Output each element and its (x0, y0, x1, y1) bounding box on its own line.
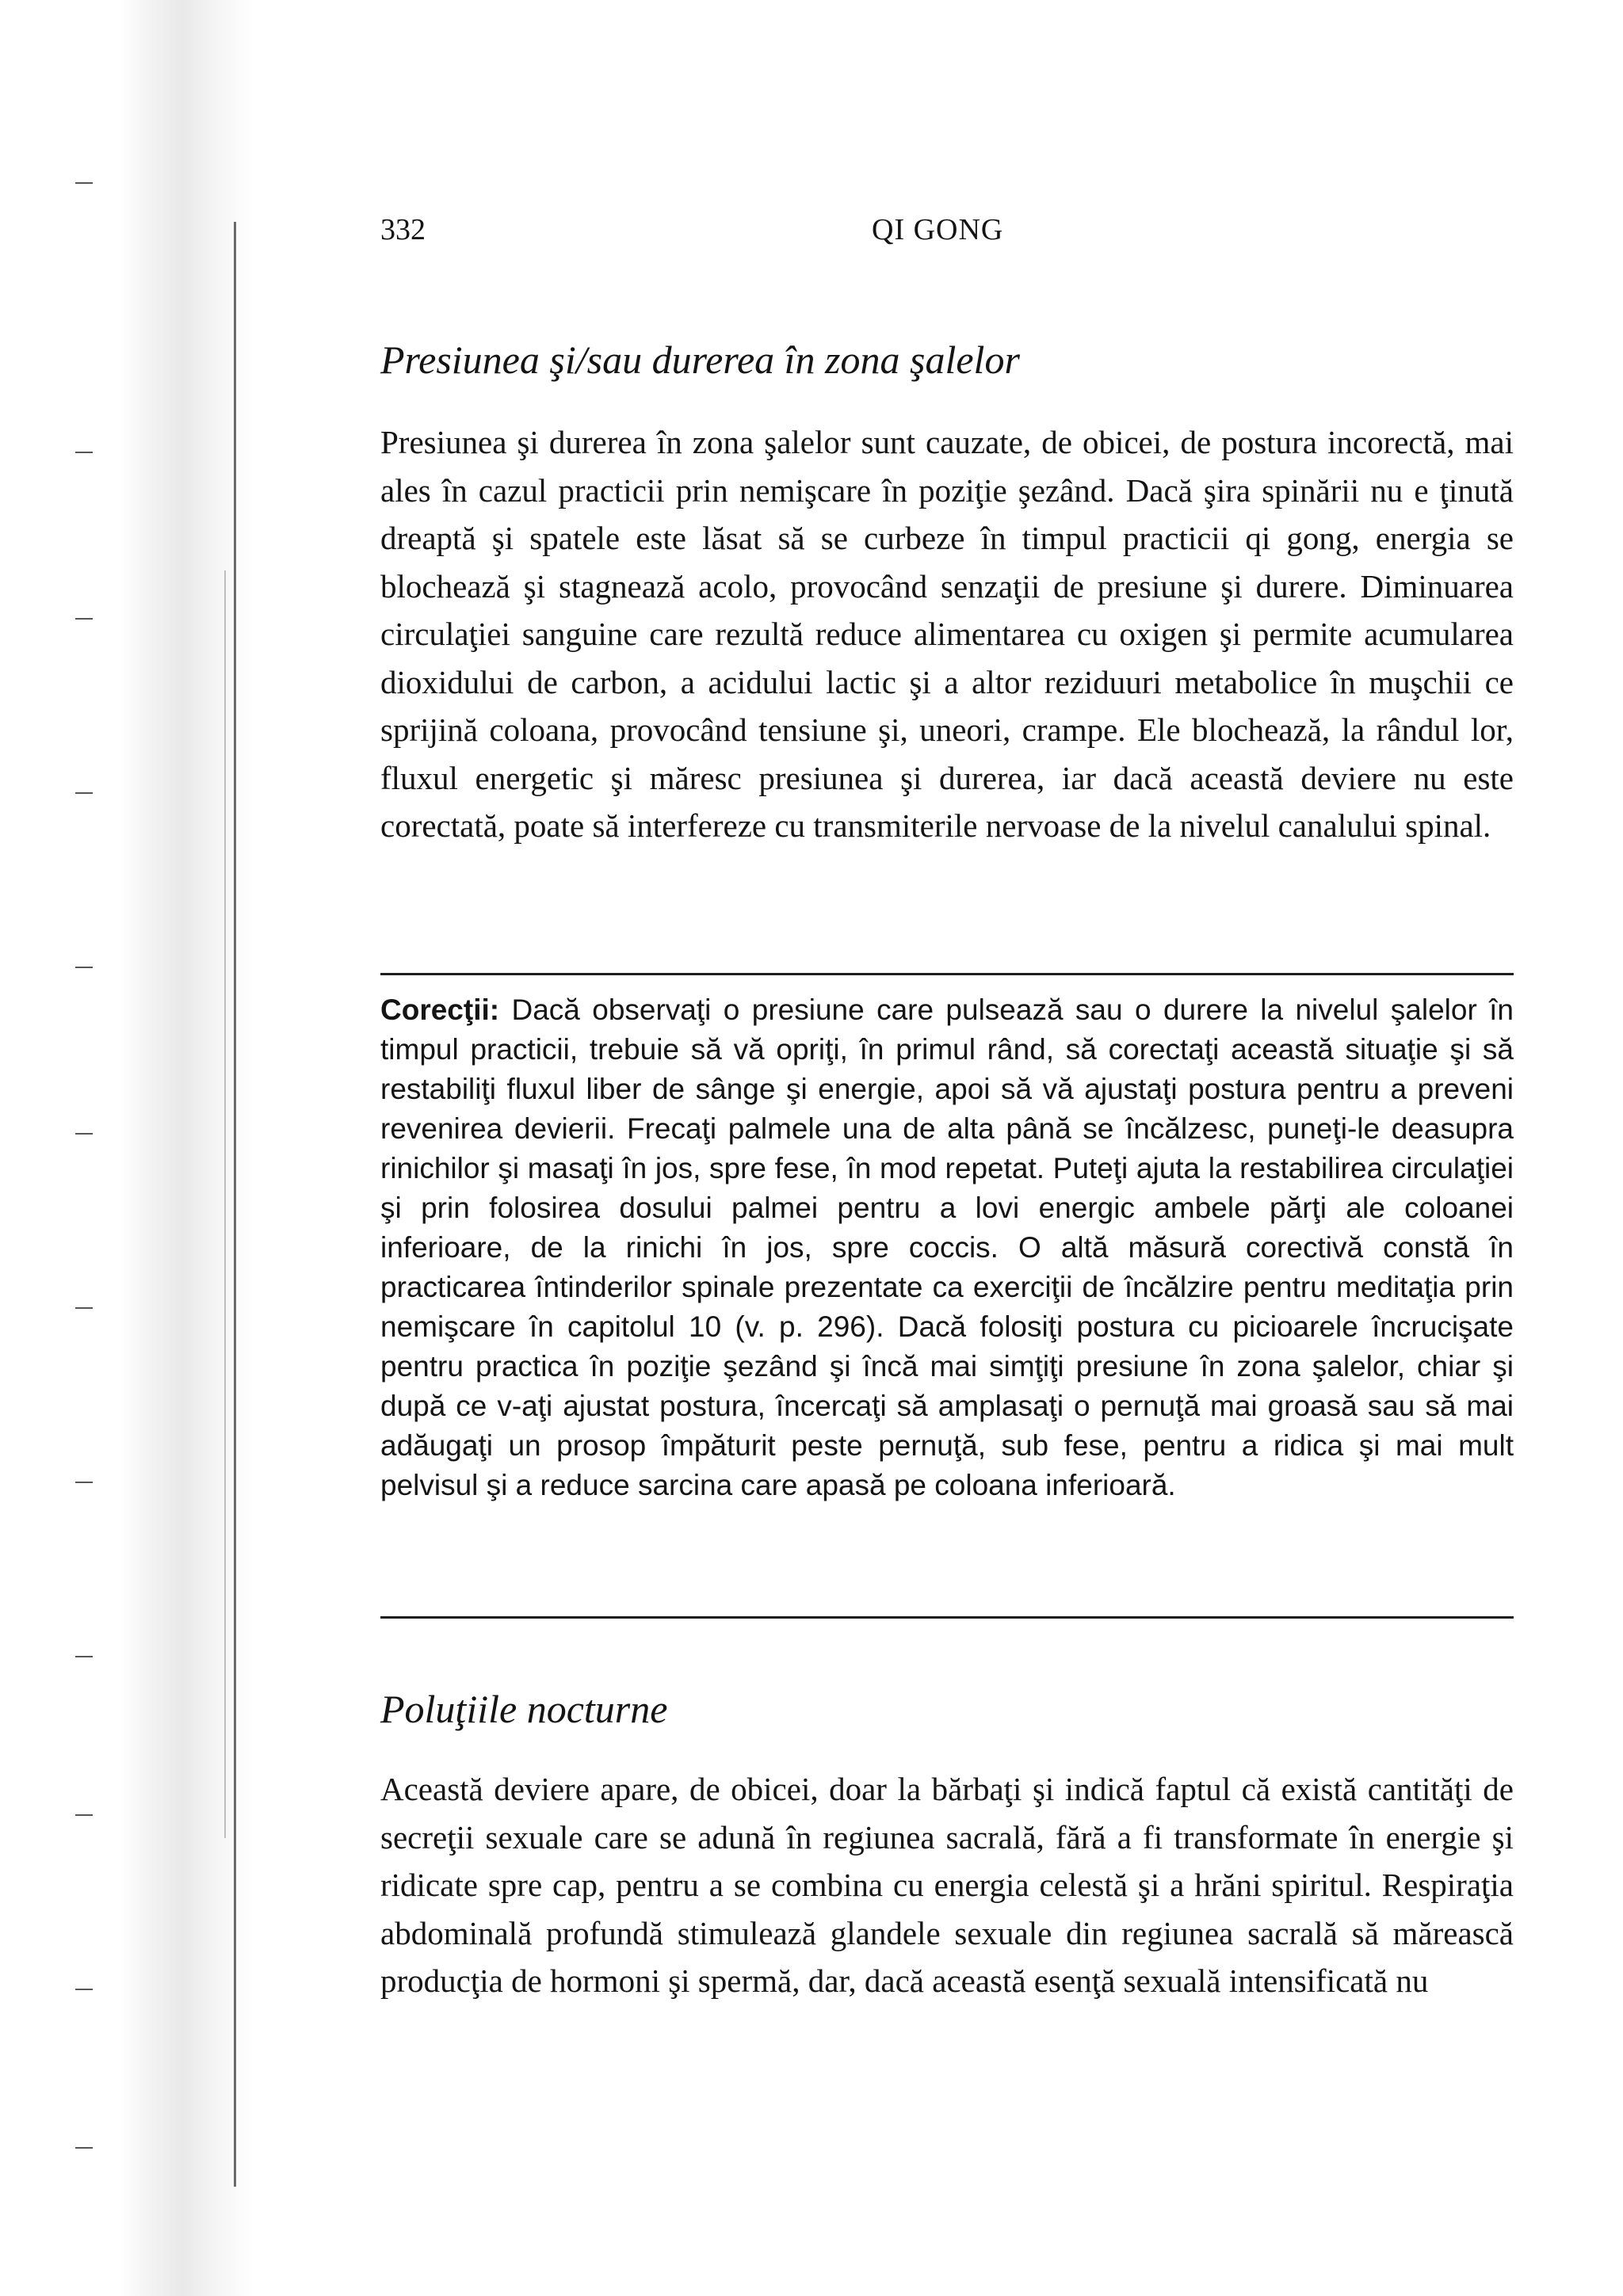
section-paragraph-lower-back-pressure: Presiunea şi durerea în zona şalelor sunt cauzate, de obicei, de postura incorectă, mai ales în cazul practicii prin nemişcare în poziţie şezând. Dacă şira spinării nu e ţinută dreaptă şi spatele este lăsat să se curbeze în timpul practicii qi gong, energia se blochează şi stagnează acolo, provocând senzaţii de presiune şi durere. Diminuarea circulaţiei sanguine care rezultă reduce alimentarea cu oxigen şi permite acumularea dioxidului de carbon, a acidului lactic şi a altor reziduuri metabolice în muşchii ce sprijină coloana, provocând tensiune şi, uneori, crampe. Ele blochează, la rândul lor, fluxul energetic şi măresc presiunea şi durerea, iar dacă această deviere nu este corectată, poate să interfereze cu transmiterile nervoase de la nivelul canalului spinal. (380, 424, 1514, 844)
binding-line (234, 222, 236, 2187)
box-top-rule (380, 973, 1514, 975)
corrections-box (380, 990, 1514, 1505)
book-title: QI GONG (872, 213, 1004, 246)
running-head (380, 212, 1514, 252)
corrections-label: Corecţii: (380, 994, 500, 1026)
scan-binding-shadow (0, 0, 254, 2296)
page-number: 332 (380, 213, 426, 246)
corrections-text: Dacă observaţi o presiune care pulsează sau o durere la nivelul şalelor în timpul practicii, trebuie să vă opriţi, în primul rând, să corectaţi această situaţie şi să restabiliţi fluxul liber de sânge şi energie, apoi să vă ajustaţi postura pentru a preveni revenirea devierii. Frecaţi palmele una de alta până se încălzesc, puneţi-le deasupra rinichilor şi masaţi în jos, spre fese, în mod repetat. Puteţi ajuta la restabilirea circulaţiei şi prin folosirea dosului palmei pentru a lovi energic ambele părţi ale coloanei inferioare, de la rinichi în jos, spre coccis. O altă măsură corectivă constă în practicarea întinderilor spinale prezentate ca exerciţii de încălzire pentru meditaţia prin nemişcare în capitolul 10 (v. p. 296). Dacă folosiţi postura cu picioarele încrucişate pentru practica în poziţie şezând şi încă mai simţiţi presiune în zona şalelor, chiar şi după ce v-aţi ajustat postura, încercaţi să amplasaţi o pernuţă mai groasă sau să mai adăugaţi un prosop împăturit peste pernuţă, sub fese, pentru a ridica şi mai mult pelvisul şi a reduce sarcina care apasă pe coloana inferioară. (380, 994, 1514, 1501)
scan-margin-marks (75, 182, 99, 2242)
section-heading-nocturnal-emissions: Poluţiile nocturne (380, 1687, 668, 1731)
box-bottom-rule (380, 1616, 1514, 1619)
section-paragraph-nocturnal-emissions: Această deviere apare, de obicei, doar la bărbaţi şi indică faptul că există cantităţi de secreţii sexuale care se adună în regiunea sacrală, fără a fi transformate în energie şi ridicate spre cap, pentru a se combina cu energia celestă şi a hrăni spiritul. Respiraţia abdominală profundă stimulează glandele sexuale din regiunea sacrală să mărească producţia de hormoni şi spermă, dar, dacă această esenţă sexuală intensificată nu (380, 1771, 1514, 1999)
section-heading-lower-back-pressure: Presiunea şi/sau durerea în zona şalelor (380, 338, 1020, 382)
binding-line-faint (224, 570, 226, 1838)
